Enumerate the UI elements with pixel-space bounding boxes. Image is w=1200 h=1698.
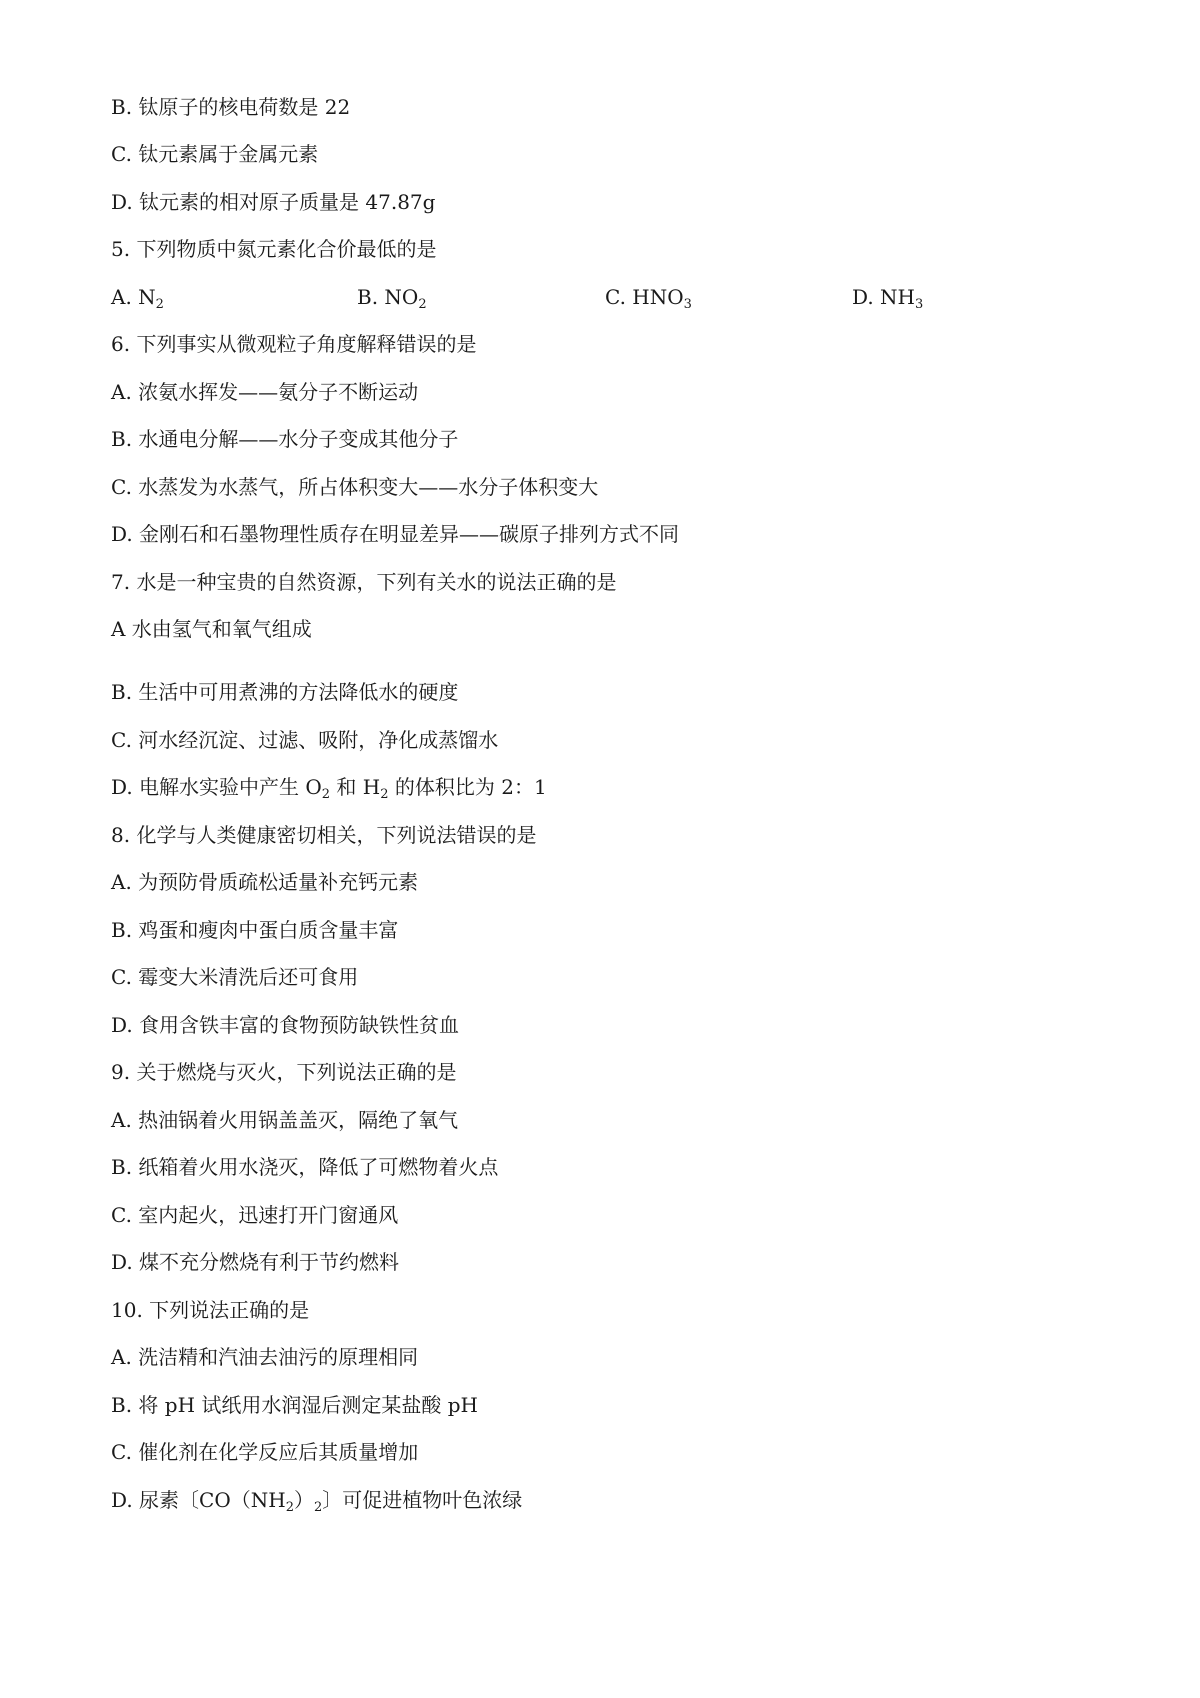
q5-option-a: A. $N_2$ [111, 285, 164, 312]
q10-option-a: A. 洗洁精和汽油去油污的原理相同 [111, 1345, 419, 1369]
q5-stem: 5. 下列物质中氮元素化合价最低的是 [111, 237, 437, 261]
q8-option-a: A. 为预防骨质疏松适量补充钙元素 [111, 870, 419, 894]
q8-option-d: D. 食用含铁丰富的食物预防缺铁性贫血 [111, 1013, 460, 1037]
q10-option-c: C. 催化剂在化学反应后其质量增加 [111, 1440, 419, 1464]
q7-option-c: C. 河水经沉淀、过滤、吸附，净化成蒸馏水 [111, 728, 499, 752]
q10-option-b: B. 将 pH 试纸用水润湿后测定某盐酸 pH [111, 1393, 478, 1417]
q6-stem: 6. 下列事实从微观粒子角度解释错误的是 [111, 332, 477, 356]
q8-option-b: B. 鸡蛋和瘦肉中蛋白质含量丰富 [111, 918, 399, 942]
q9-option-a: A. 热油锅着火用锅盖盖灭，隔绝了氧气 [111, 1108, 459, 1132]
q8-stem: 8. 化学与人类健康密切相关，下列说法错误的是 [111, 823, 537, 847]
q10-option-d: D. 尿素〔$CO(NH_2)_2$〕可促进植物叶色浓绿 [111, 1488, 523, 1515]
q10-stem: 10. 下列说法正确的是 [111, 1298, 310, 1322]
q9-option-b: B. 纸箱着火用水浇灭，降低了可燃物着火点 [111, 1155, 499, 1179]
q9-option-c: C. 室内起火，迅速打开门窗通风 [111, 1203, 399, 1227]
q6-option-a: A. 浓氨水挥发——氨分子不断运动 [111, 380, 419, 404]
q6-option-d: D. 金刚石和石墨物理性质存在明显差异——碳原子排列方式不同 [111, 522, 680, 546]
q9-stem: 9. 关于燃烧与灭火，下列说法正确的是 [111, 1060, 457, 1084]
q7-option-b: B. 生活中可用煮沸的方法降低水的硬度 [111, 680, 459, 704]
q7-option-d: D. 电解水实验中产生 $O_2$ 和 $H_2$ 的体积比为 2：1 [111, 775, 547, 802]
q9-option-d: D. 煤不充分燃烧有利于节约燃料 [111, 1250, 400, 1274]
q5-option-d: D. $NH_3$ [852, 285, 924, 312]
q6-option-b: B. 水通电分解——水分子变成其他分子 [111, 427, 459, 451]
q4-option-b: B. 钛原子的核电荷数是 22 [111, 95, 351, 119]
q8-option-c: C. 霉变大米清洗后还可食用 [111, 965, 359, 989]
q4-option-d: D. 钛元素的相对原子质量是 47.87g [111, 190, 436, 214]
q7-stem: 7. 水是一种宝贵的自然资源，下列有关水的说法正确的是 [111, 570, 617, 594]
q7-option-a: A 水由氢气和氧气组成 [111, 617, 312, 641]
q6-option-c: C. 水蒸发为水蒸气，所占体积变大——水分子体积变大 [111, 475, 599, 499]
q5-option-b: B. $NO_2$ [357, 285, 427, 312]
q5-option-c: C. $HNO_3$ [605, 285, 692, 312]
q4-option-c: C. 钛元素属于金属元素 [111, 142, 319, 166]
